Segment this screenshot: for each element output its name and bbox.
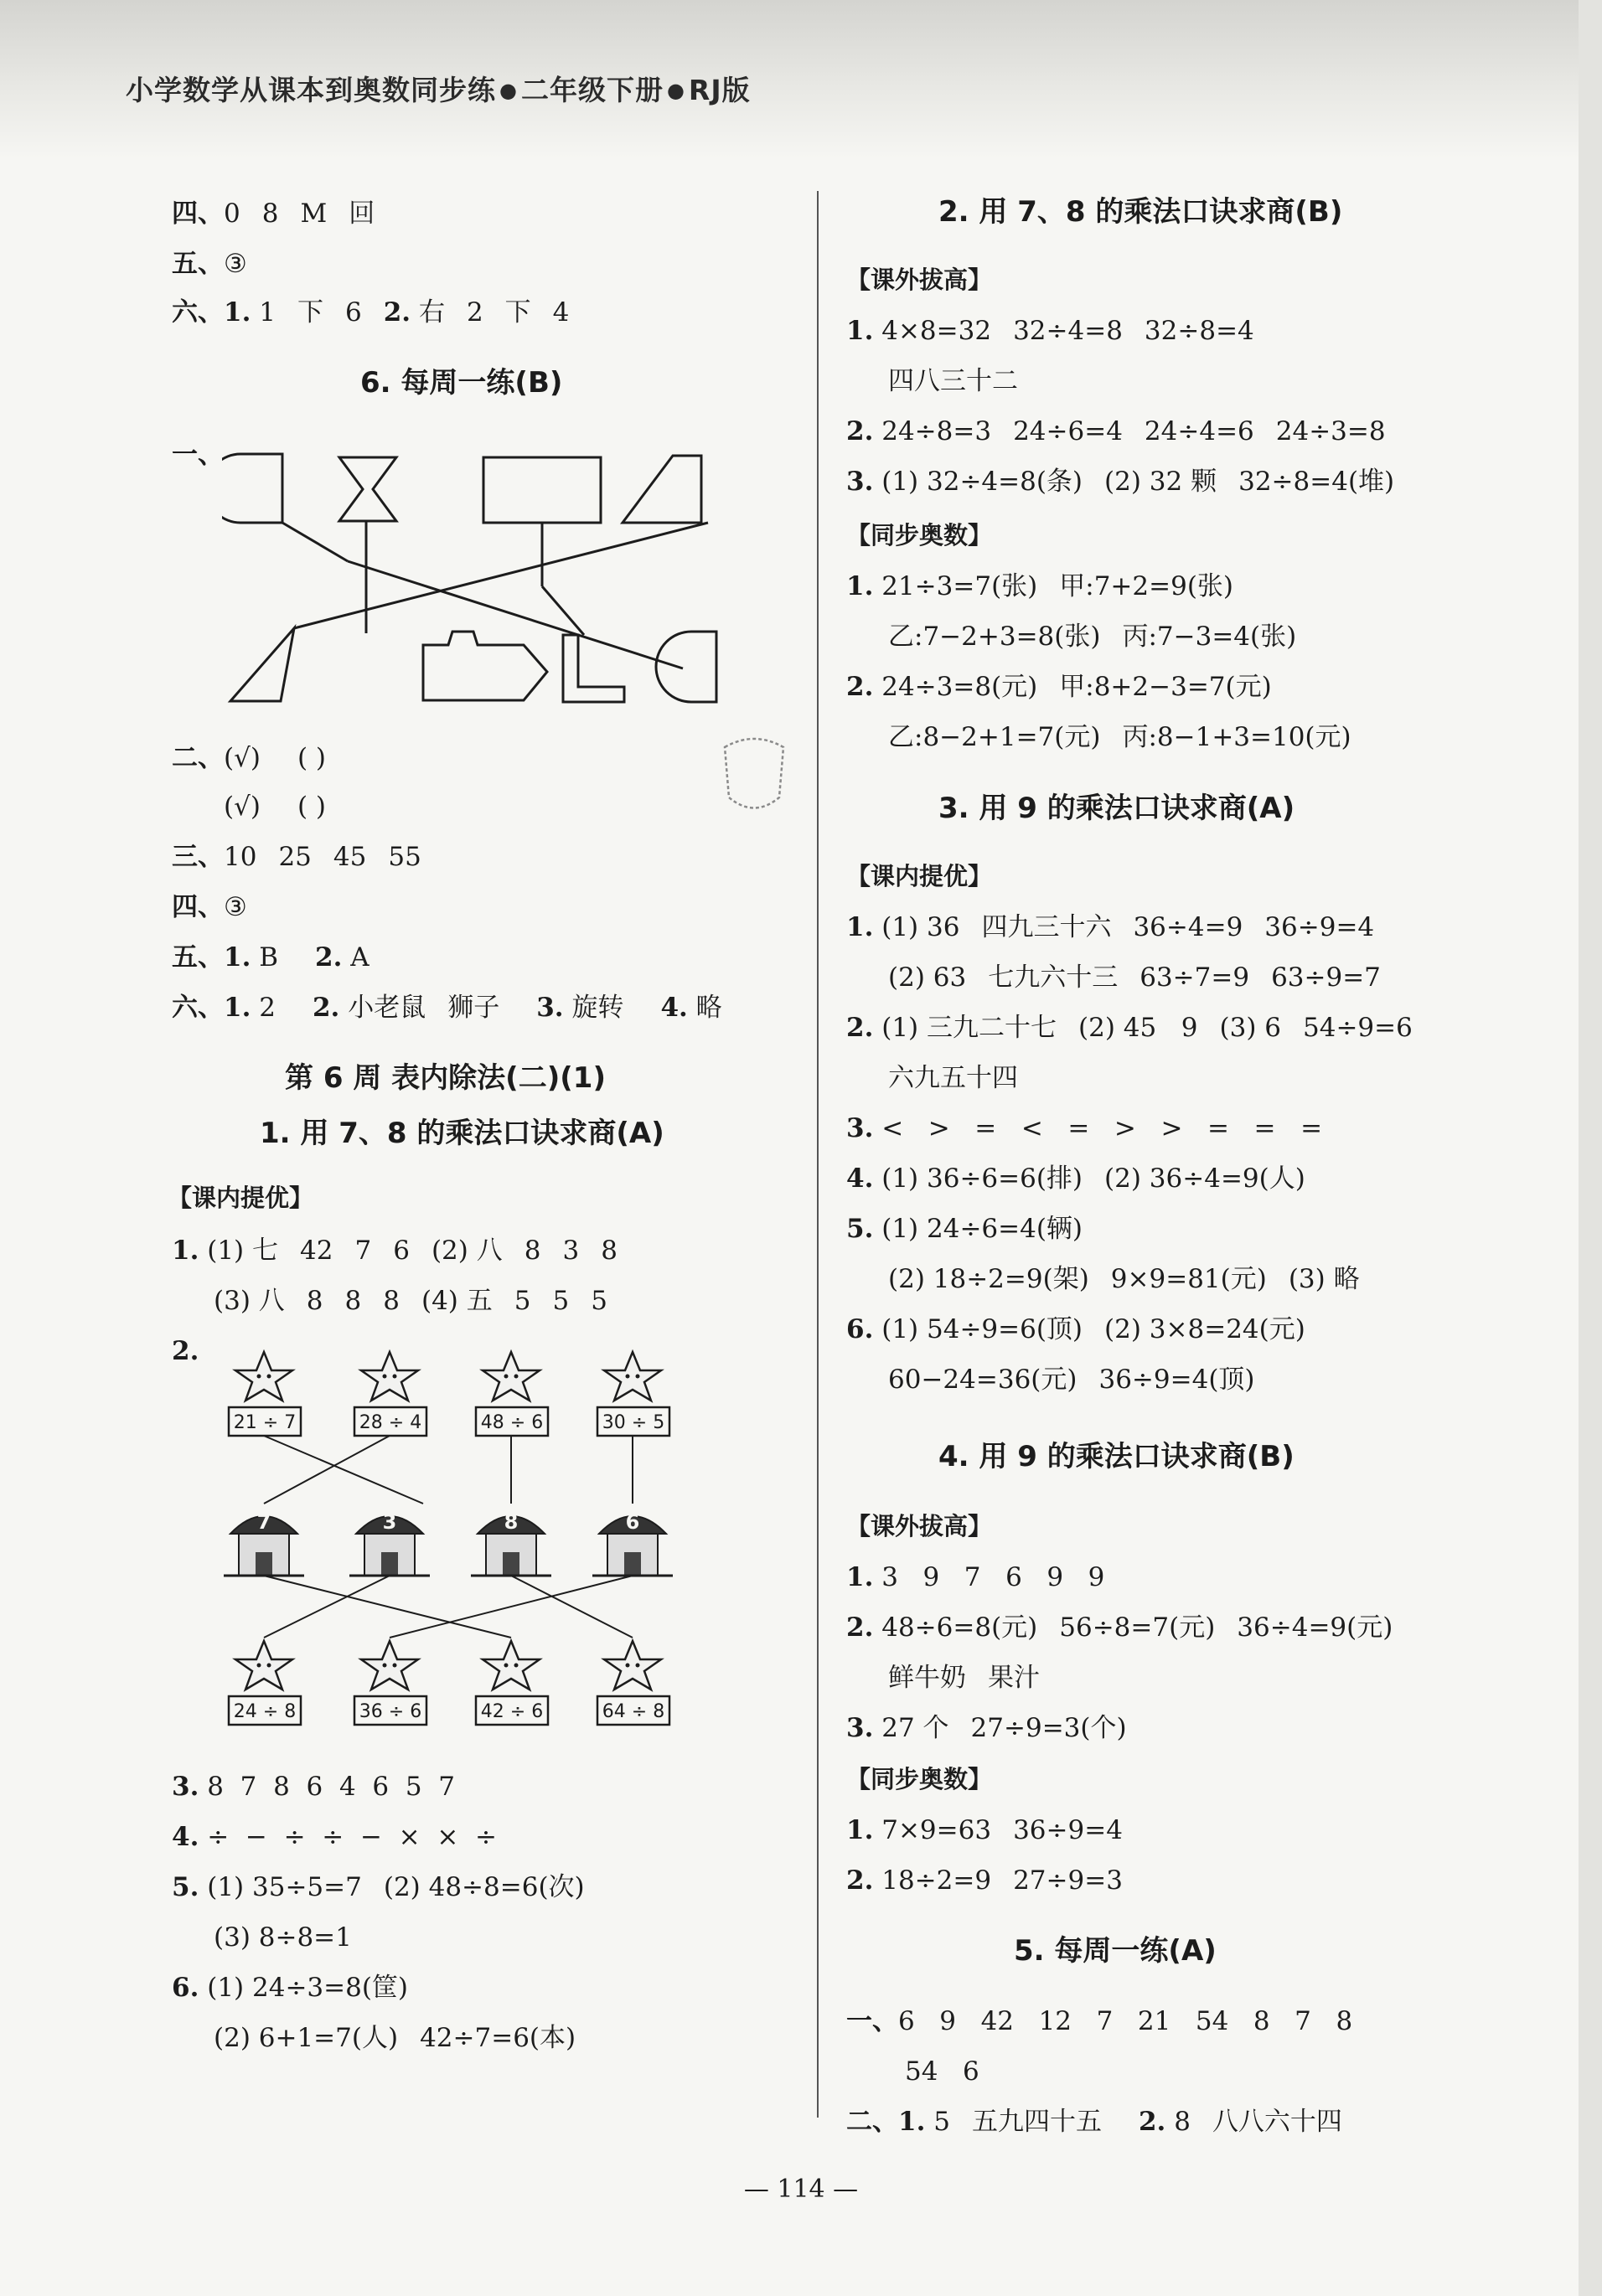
house-card [224,1510,304,1576]
pentagon-shape [423,632,547,700]
match-line [294,523,708,628]
answer-line: (3) 八 8 8 8 (4) 五 5 5 5 [214,1286,607,1316]
answer-line: (2) 63 七九六十三 63÷7=9 63÷9=7 [888,962,1381,993]
star-icon [361,1641,418,1690]
dot-separator: ● [499,79,518,102]
star-card [476,1352,548,1436]
answer-line: 3. < > = < = > > = = = [846,1113,1323,1143]
triangle-shape [230,628,294,701]
answer-line: 四八三十二 [888,366,1018,396]
answer-line: (2) 18÷2=9(架) 9×9=81(元) (3) 略 [888,1264,1360,1294]
stamp-seal [712,730,796,823]
answer-line: 54 6 [905,2056,979,2087]
answer-line: 五、③ [172,249,247,279]
star-card [476,1641,548,1725]
star-icon [235,1641,292,1690]
star-card [354,1352,426,1436]
answer-line: 1. 3 9 7 6 9 9 [846,1562,1105,1592]
answer-line: 乙:7−2+3=8(张) 丙:7−3=4(张) [888,622,1297,652]
answer-line: 1. (1) 36 四九三十六 36÷4=9 36÷9=4 [846,912,1375,942]
answer-line: 一、 [172,440,224,470]
star-icon [483,1352,540,1401]
answer-line: 四、0 8 M 回 [172,199,375,229]
house-number: 7 [256,1510,271,1534]
section-title: 2. 用 7、8 的乘法口诀求商(B) [938,195,1343,229]
book-grade: 二年级下册 [520,74,664,106]
answer-line: 1. 21÷3=7(张) 甲:7+2=9(张) [846,571,1234,601]
answer-line: 六、1. 2 2. 小老鼠 狮子 3. 旋转 4. 略 [172,993,722,1023]
answer-line: 1. 4×8=32 32÷4=8 32÷8=4 [846,316,1254,346]
star-icon [604,1352,661,1401]
answer-line: 2. [172,1336,199,1366]
star-label: 64 ÷ 8 [602,1701,665,1722]
match-line [390,1576,633,1638]
book-edition: RJ版 [688,74,751,106]
chevron-shape [339,457,396,521]
semicircle-shape [656,632,716,702]
answer-line: 6. (1) 24÷3=8(筐) [172,1973,409,2003]
answer-line: 二、(√) ( ) [172,743,326,773]
subsection-heading: 【课内提优】 [168,1184,314,1212]
star-label: 21 ÷ 7 [233,1412,297,1433]
book-series: 小学数学从课本到奥数同步练 [126,74,496,106]
answer-line: 5. (1) 35÷5=7 (2) 48÷8=6(次) [172,1872,585,1902]
answer-line: 六九五十四 [888,1063,1018,1093]
page-number: — 114 — [743,2175,859,2204]
subsection-heading: 【同步奥数】 [846,1765,993,1793]
star-card [229,1352,301,1436]
dot-separator: ● [666,79,685,102]
star-icon [604,1641,661,1690]
answer-line: 二、1. 5 五九四十五 2. 8 八八六十四 [846,2107,1342,2137]
section-title: 4. 用 9 的乘法口诀求商(B) [938,1440,1295,1473]
answer-line: 乙:8−2+1=7(元) 丙:8−1+3=10(元) [888,722,1351,752]
answer-line: 三、10 25 45 55 [172,842,421,872]
answer-line: (√) ( ) [224,792,326,822]
answer-line: 2. (1) 三九二十七 (2) 45 9 (3) 6 54÷9=6 [846,1013,1413,1043]
star-icon [361,1352,418,1401]
subsection-heading: 【课外拔高】 [846,266,993,294]
answer-line: 3. (1) 32÷4=8(条) (2) 32 颗 32÷8=4(堆) [846,467,1395,497]
star-card [597,1352,669,1436]
star-label: 42 ÷ 6 [480,1701,544,1722]
week-title: 第 6 周 表内除法(二)(1) [285,1061,606,1095]
star-icon [483,1641,540,1690]
star-house-matching-figure [197,1349,834,1734]
house-number: 8 [504,1510,519,1534]
house-number: 3 [382,1510,397,1534]
shape-matching-figure [222,436,859,720]
match-line [264,1576,511,1638]
star-card [597,1641,669,1725]
answer-line: 一、6 9 42 12 7 21 54 8 7 8 [846,2006,1353,2036]
answer-line: 2. 18÷2=9 27÷9=3 [846,1865,1123,1896]
answer-line: 四、③ [172,892,247,922]
semicircle-shape [222,454,282,523]
triangle-shape [623,456,701,523]
star-label: 36 ÷ 6 [359,1701,422,1722]
match-line [348,561,683,668]
answer-line: 5. (1) 24÷6=4(辆) [846,1214,1083,1244]
answer-line: 2. 48÷6=8(元) 56÷8=7(元) 36÷4=9(元) [846,1612,1393,1643]
section-title: 3. 用 9 的乘法口诀求商(A) [938,792,1295,825]
match-line [511,1576,633,1638]
subsection-heading: 【课内提优】 [846,862,993,890]
star-label: 28 ÷ 4 [359,1412,422,1433]
answer-line: 6. (1) 54÷9=6(顶) (2) 3×8=24(元) [846,1314,1305,1344]
answer-line: 五、1. B 2. A [172,942,369,973]
l-shape [563,635,624,702]
answer-line: (2) 6+1=7(人) 42÷7=6(本) [214,2023,576,2053]
house-card [471,1510,551,1576]
answer-line: 鲜牛奶 果汁 [888,1663,1040,1693]
answer-line: 2. 24÷8=3 24÷6=4 24÷4=6 24÷3=8 [846,416,1386,446]
answer-line: 4. ÷ − ÷ ÷ − × × ÷ [172,1822,497,1852]
house-card [349,1510,430,1576]
answer-line: (3) 8÷8=1 [214,1922,352,1953]
star-label: 30 ÷ 5 [602,1412,665,1433]
match-line [264,1576,390,1638]
star-icon [235,1352,292,1401]
answer-line: 3. 27 个 27÷9=3(个) [846,1713,1127,1743]
match-line [282,523,348,561]
match-line [542,586,584,635]
answer-line: 1. 7×9=63 36÷9=4 [846,1815,1123,1845]
answer-line: 3. 8 7 8 6 4 6 5 7 [172,1772,455,1802]
star-label: 24 ÷ 8 [233,1701,297,1722]
book-title [126,69,751,108]
house-card [592,1510,673,1576]
star-label: 48 ÷ 6 [480,1412,544,1433]
match-line [264,1436,390,1504]
page-edge [1579,0,1602,2296]
answer-line: 60−24=36(元) 36÷9=4(顶) [888,1365,1255,1395]
answer-line: 4. (1) 36÷6=6(排) (2) 36÷4=9(人) [846,1163,1305,1194]
section-title: 1. 用 7、8 的乘法口诀求商(A) [260,1117,664,1150]
rectangle-shape [483,457,601,523]
answer-line: 1. (1) 七 42 7 6 (2) 八 8 3 8 [172,1236,618,1266]
star-card [229,1641,301,1725]
subsection-heading: 【课外拔高】 [846,1512,993,1540]
star-card [354,1641,426,1725]
match-line [264,1436,423,1504]
section-title: 6. 每周一练(B) [360,366,563,400]
section-title: 5. 每周一练(A) [1014,1934,1217,1968]
subsection-heading: 【同步奥数】 [846,521,993,549]
house-number: 6 [625,1510,640,1534]
answer-line: 2. 24÷3=8(元) 甲:8+2−3=7(元) [846,672,1272,702]
answer-line: 六、1. 1 下 6 2. 右 2 下 4 [172,297,570,328]
